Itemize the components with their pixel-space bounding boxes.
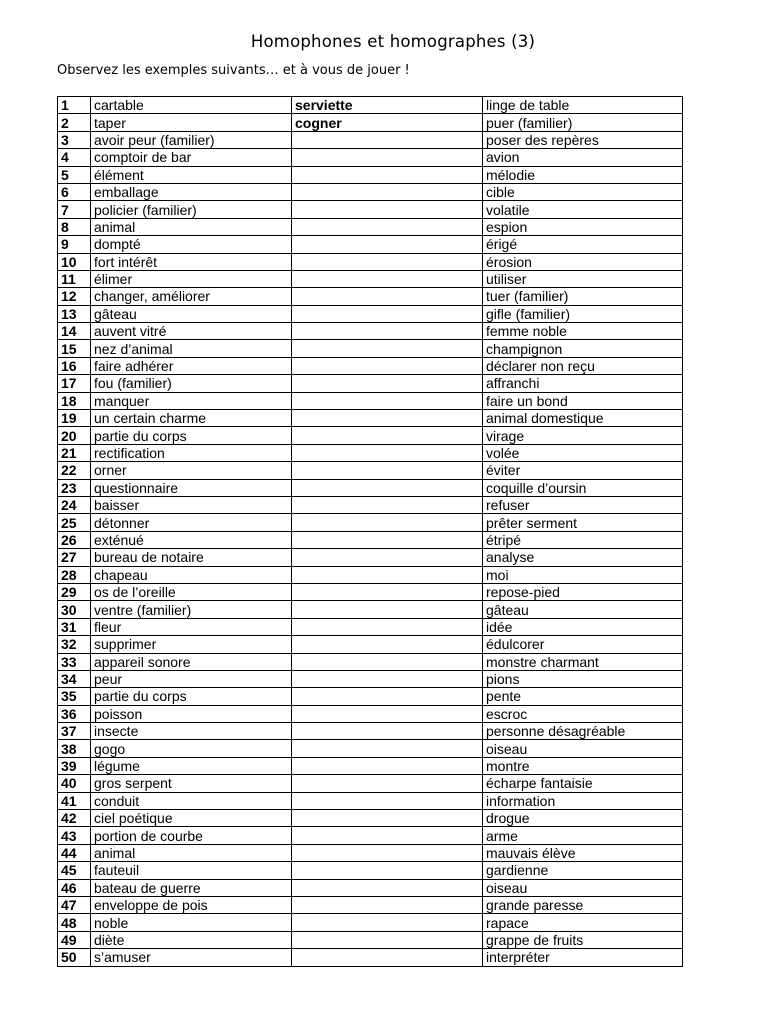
answer-cell[interactable] — [292, 775, 483, 792]
answer-cell[interactable] — [292, 288, 483, 305]
definition-cell: auvent vitré — [91, 323, 292, 340]
definition-cell: fort intérêt — [91, 253, 292, 270]
second-definition-cell: animal domestique — [483, 410, 683, 427]
table-row — [58, 444, 683, 461]
row-number: 48 — [58, 914, 91, 931]
row-number: 42 — [58, 810, 91, 827]
table-row — [58, 862, 683, 879]
definition-cell: élimer — [91, 270, 292, 287]
row-number: 39 — [58, 757, 91, 774]
table-row — [58, 792, 683, 809]
answer-cell[interactable] — [292, 549, 483, 566]
table-row — [58, 879, 683, 896]
answer-cell[interactable] — [292, 253, 483, 270]
second-definition-cell: femme noble — [483, 323, 683, 340]
second-definition-cell: mélodie — [483, 166, 683, 183]
answer-cell[interactable] — [292, 757, 483, 774]
definition-cell: partie du corps — [91, 427, 292, 444]
answer-cell[interactable] — [292, 844, 483, 861]
second-definition-cell: idée — [483, 618, 683, 635]
row-number: 33 — [58, 653, 91, 670]
definition-cell: emballage — [91, 183, 292, 200]
definition-cell: baisser — [91, 496, 292, 513]
row-number: 41 — [58, 792, 91, 809]
definition-cell: bureau de notaire — [91, 549, 292, 566]
definition-cell: rectification — [91, 444, 292, 461]
definition-cell: portion de courbe — [91, 827, 292, 844]
answer-cell[interactable] — [292, 131, 483, 148]
definition-cell: gogo — [91, 740, 292, 757]
table-row — [58, 131, 683, 148]
answer-cell[interactable] — [292, 496, 483, 513]
second-definition-cell: moi — [483, 566, 683, 583]
answer-cell[interactable] — [292, 810, 483, 827]
definition-cell: animal — [91, 844, 292, 861]
answer-cell[interactable] — [292, 323, 483, 340]
second-definition-cell: oiseau — [483, 879, 683, 896]
answer-cell[interactable] — [292, 705, 483, 722]
row-number: 11 — [58, 270, 91, 287]
row-number: 35 — [58, 688, 91, 705]
answer-cell[interactable]: cogner — [292, 114, 483, 131]
table-row — [58, 949, 683, 966]
definition-cell: manquer — [91, 392, 292, 409]
answer-cell[interactable] — [292, 305, 483, 322]
table-body — [58, 97, 683, 967]
definition-cell: nez d’animal — [91, 340, 292, 357]
table-row — [58, 670, 683, 687]
answer-cell[interactable] — [292, 149, 483, 166]
answer-cell[interactable] — [292, 670, 483, 687]
answer-cell[interactable] — [292, 375, 483, 392]
second-definition-cell: érigé — [483, 236, 683, 253]
table-row — [58, 305, 683, 322]
definition-cell: s’amuser — [91, 949, 292, 966]
table-row — [58, 201, 683, 218]
second-definition-cell: édulcorer — [483, 636, 683, 653]
table-row — [58, 514, 683, 531]
second-definition-cell: prêter serment — [483, 514, 683, 531]
row-number: 31 — [58, 618, 91, 635]
row-number: 37 — [58, 723, 91, 740]
row-number: 16 — [58, 357, 91, 374]
definition-cell: fou (familier) — [91, 375, 292, 392]
table-row — [58, 896, 683, 913]
row-number: 2 — [58, 114, 91, 131]
row-number: 43 — [58, 827, 91, 844]
second-definition-cell: linge de table — [483, 97, 683, 114]
answer-cell[interactable] — [292, 914, 483, 931]
row-number: 26 — [58, 531, 91, 548]
definition-cell: avoir peur (familier) — [91, 131, 292, 148]
definition-cell: insecte — [91, 723, 292, 740]
answer-cell[interactable] — [292, 531, 483, 548]
second-definition-cell: écharpe fantaisie — [483, 775, 683, 792]
answer-cell[interactable] — [292, 583, 483, 600]
answer-cell[interactable] — [292, 601, 483, 618]
row-number: 29 — [58, 583, 91, 600]
answer-cell[interactable] — [292, 340, 483, 357]
row-number: 46 — [58, 879, 91, 896]
definition-cell: ventre (familier) — [91, 601, 292, 618]
row-number: 36 — [58, 705, 91, 722]
definition-cell: animal — [91, 218, 292, 235]
answer-cell[interactable] — [292, 879, 483, 896]
table-row — [58, 688, 683, 705]
row-number: 8 — [58, 218, 91, 235]
row-number: 18 — [58, 392, 91, 409]
second-definition-cell: déclarer non reçu — [483, 357, 683, 374]
table-row — [58, 288, 683, 305]
row-number: 4 — [58, 149, 91, 166]
answer-cell[interactable] — [292, 688, 483, 705]
instructions-text: Observez les exemples suivants… et à vous de jouer ! — [57, 63, 410, 78]
definition-cell: cartable — [91, 97, 292, 114]
row-number: 14 — [58, 323, 91, 340]
second-definition-cell: poser des repères — [483, 131, 683, 148]
table-row — [58, 97, 683, 114]
row-number: 30 — [58, 601, 91, 618]
row-number: 20 — [58, 427, 91, 444]
second-definition-cell: interpréter — [483, 949, 683, 966]
second-definition-cell: éviter — [483, 462, 683, 479]
table-row — [58, 357, 683, 374]
answer-cell[interactable] — [292, 931, 483, 948]
table-row — [58, 531, 683, 548]
second-definition-cell: pions — [483, 670, 683, 687]
answer-cell[interactable] — [292, 636, 483, 653]
table-row — [58, 253, 683, 270]
definition-cell: faire adhérer — [91, 357, 292, 374]
table-row — [58, 496, 683, 513]
second-definition-cell: cible — [483, 183, 683, 200]
second-definition-cell: gifle (familier) — [483, 305, 683, 322]
second-definition-cell: monstre charmant — [483, 653, 683, 670]
definition-cell: gâteau — [91, 305, 292, 322]
row-number: 19 — [58, 410, 91, 427]
definition-cell: fauteuil — [91, 862, 292, 879]
table-row — [58, 427, 683, 444]
second-definition-cell: érosion — [483, 253, 683, 270]
second-definition-cell: rapace — [483, 914, 683, 931]
second-definition-cell: montre — [483, 757, 683, 774]
second-definition-cell: faire un bond — [483, 392, 683, 409]
definition-cell: légume — [91, 757, 292, 774]
second-definition-cell: coquille d’oursin — [483, 479, 683, 496]
answer-cell[interactable] — [292, 514, 483, 531]
table-row — [58, 549, 683, 566]
row-number: 47 — [58, 896, 91, 913]
answer-cell[interactable] — [292, 236, 483, 253]
answer-cell[interactable] — [292, 653, 483, 670]
definition-cell: orner — [91, 462, 292, 479]
row-number: 40 — [58, 775, 91, 792]
page-title: Homophones et homographes (3) — [250, 32, 536, 51]
definition-cell: questionnaire — [91, 479, 292, 496]
answer-cell[interactable] — [292, 566, 483, 583]
row-number: 6 — [58, 183, 91, 200]
answer-cell[interactable] — [292, 183, 483, 200]
table-row — [58, 618, 683, 635]
answer-cell[interactable] — [292, 862, 483, 879]
second-definition-cell: avion — [483, 149, 683, 166]
definition-cell: poisson — [91, 705, 292, 722]
row-number: 44 — [58, 844, 91, 861]
definition-cell: fleur — [91, 618, 292, 635]
definition-cell: bateau de guerre — [91, 879, 292, 896]
second-definition-cell: information — [483, 792, 683, 809]
table-row — [58, 166, 683, 183]
answer-cell[interactable] — [292, 896, 483, 913]
second-definition-cell: affranchi — [483, 375, 683, 392]
table-row — [58, 392, 683, 409]
row-number: 12 — [58, 288, 91, 305]
definition-cell: chapeau — [91, 566, 292, 583]
second-definition-cell: refuser — [483, 496, 683, 513]
second-definition-cell: oiseau — [483, 740, 683, 757]
row-number: 32 — [58, 636, 91, 653]
definition-cell: un certain charme — [91, 410, 292, 427]
second-definition-cell: personne désagréable — [483, 723, 683, 740]
second-definition-cell: utiliser — [483, 270, 683, 287]
second-definition-cell: virage — [483, 427, 683, 444]
definition-cell: diète — [91, 931, 292, 948]
second-definition-cell: grande paresse — [483, 896, 683, 913]
table-row — [58, 236, 683, 253]
definition-cell: exténué — [91, 531, 292, 548]
row-number: 1 — [58, 97, 91, 114]
answer-cell[interactable] — [292, 270, 483, 287]
table-row — [58, 270, 683, 287]
definition-cell: appareil sonore — [91, 653, 292, 670]
definition-cell: noble — [91, 914, 292, 931]
second-definition-cell: volée — [483, 444, 683, 461]
row-number: 45 — [58, 862, 91, 879]
table-row — [58, 375, 683, 392]
answer-cell[interactable] — [292, 792, 483, 809]
answer-cell[interactable] — [292, 949, 483, 966]
definition-cell: élément — [91, 166, 292, 183]
answer-cell[interactable] — [292, 357, 483, 374]
row-number: 9 — [58, 236, 91, 253]
table-row — [58, 931, 683, 948]
row-number: 10 — [58, 253, 91, 270]
row-number: 25 — [58, 514, 91, 531]
row-number: 21 — [58, 444, 91, 461]
row-number: 24 — [58, 496, 91, 513]
table-row — [58, 705, 683, 722]
answer-cell[interactable] — [292, 827, 483, 844]
definition-cell: comptoir de bar — [91, 149, 292, 166]
row-number: 7 — [58, 201, 91, 218]
table-row — [58, 479, 683, 496]
table-row — [58, 340, 683, 357]
second-definition-cell: repose-pied — [483, 583, 683, 600]
definition-cell: gros serpent — [91, 775, 292, 792]
homophones-table — [57, 96, 683, 967]
definition-cell: supprimer — [91, 636, 292, 653]
answer-cell[interactable] — [292, 444, 483, 461]
row-number: 15 — [58, 340, 91, 357]
definition-cell: policier (familier) — [91, 201, 292, 218]
answer-cell[interactable] — [292, 427, 483, 444]
table-row — [58, 827, 683, 844]
second-definition-cell: gâteau — [483, 601, 683, 618]
row-number: 3 — [58, 131, 91, 148]
answer-cell[interactable] — [292, 723, 483, 740]
second-definition-cell: champignon — [483, 340, 683, 357]
definition-cell: changer, améliorer — [91, 288, 292, 305]
answer-cell[interactable] — [292, 410, 483, 427]
definition-cell: ciel poétique — [91, 810, 292, 827]
table-row — [58, 810, 683, 827]
answer-cell[interactable] — [292, 740, 483, 757]
table-row — [58, 114, 683, 131]
table-row — [58, 218, 683, 235]
row-number: 38 — [58, 740, 91, 757]
row-number: 27 — [58, 549, 91, 566]
answer-cell[interactable] — [292, 392, 483, 409]
definition-cell: détonner — [91, 514, 292, 531]
answer-cell[interactable] — [292, 462, 483, 479]
table-row — [58, 757, 683, 774]
table-row — [58, 583, 683, 600]
table-row — [58, 636, 683, 653]
second-definition-cell: tuer (familier) — [483, 288, 683, 305]
second-definition-cell: mauvais élève — [483, 844, 683, 861]
row-number: 50 — [58, 949, 91, 966]
row-number: 13 — [58, 305, 91, 322]
definition-cell: partie du corps — [91, 688, 292, 705]
row-number: 28 — [58, 566, 91, 583]
definition-cell: peur — [91, 670, 292, 687]
row-number: 17 — [58, 375, 91, 392]
table-row — [58, 410, 683, 427]
row-number: 23 — [58, 479, 91, 496]
row-number: 22 — [58, 462, 91, 479]
answer-cell[interactable] — [292, 201, 483, 218]
table-row — [58, 653, 683, 670]
second-definition-cell: gardienne — [483, 862, 683, 879]
second-definition-cell: pente — [483, 688, 683, 705]
table-row — [58, 775, 683, 792]
table-row — [58, 844, 683, 861]
second-definition-cell: arme — [483, 827, 683, 844]
definition-cell: conduit — [91, 792, 292, 809]
table-row — [58, 566, 683, 583]
second-definition-cell: analyse — [483, 549, 683, 566]
table-row — [58, 149, 683, 166]
table-row — [58, 462, 683, 479]
second-definition-cell: espion — [483, 218, 683, 235]
row-number: 34 — [58, 670, 91, 687]
second-definition-cell: grappe de fruits — [483, 931, 683, 948]
table-row — [58, 183, 683, 200]
definition-cell: os de l’oreille — [91, 583, 292, 600]
second-definition-cell: volatile — [483, 201, 683, 218]
second-definition-cell: drogue — [483, 810, 683, 827]
definition-cell: taper — [91, 114, 292, 131]
table-row — [58, 914, 683, 931]
row-number: 5 — [58, 166, 91, 183]
answer-cell[interactable] — [292, 479, 483, 496]
row-number: 49 — [58, 931, 91, 948]
answer-cell[interactable] — [292, 218, 483, 235]
definition-cell: dompté — [91, 236, 292, 253]
answer-cell[interactable] — [292, 618, 483, 635]
table-row — [58, 740, 683, 757]
second-definition-cell: puer (familier) — [483, 114, 683, 131]
table-row — [58, 323, 683, 340]
table-row — [58, 601, 683, 618]
second-definition-cell: étripé — [483, 531, 683, 548]
table-row — [58, 723, 683, 740]
definition-cell: enveloppe de pois — [91, 896, 292, 913]
answer-cell[interactable] — [292, 166, 483, 183]
answer-cell[interactable]: serviette — [292, 97, 483, 114]
second-definition-cell: escroc — [483, 705, 683, 722]
